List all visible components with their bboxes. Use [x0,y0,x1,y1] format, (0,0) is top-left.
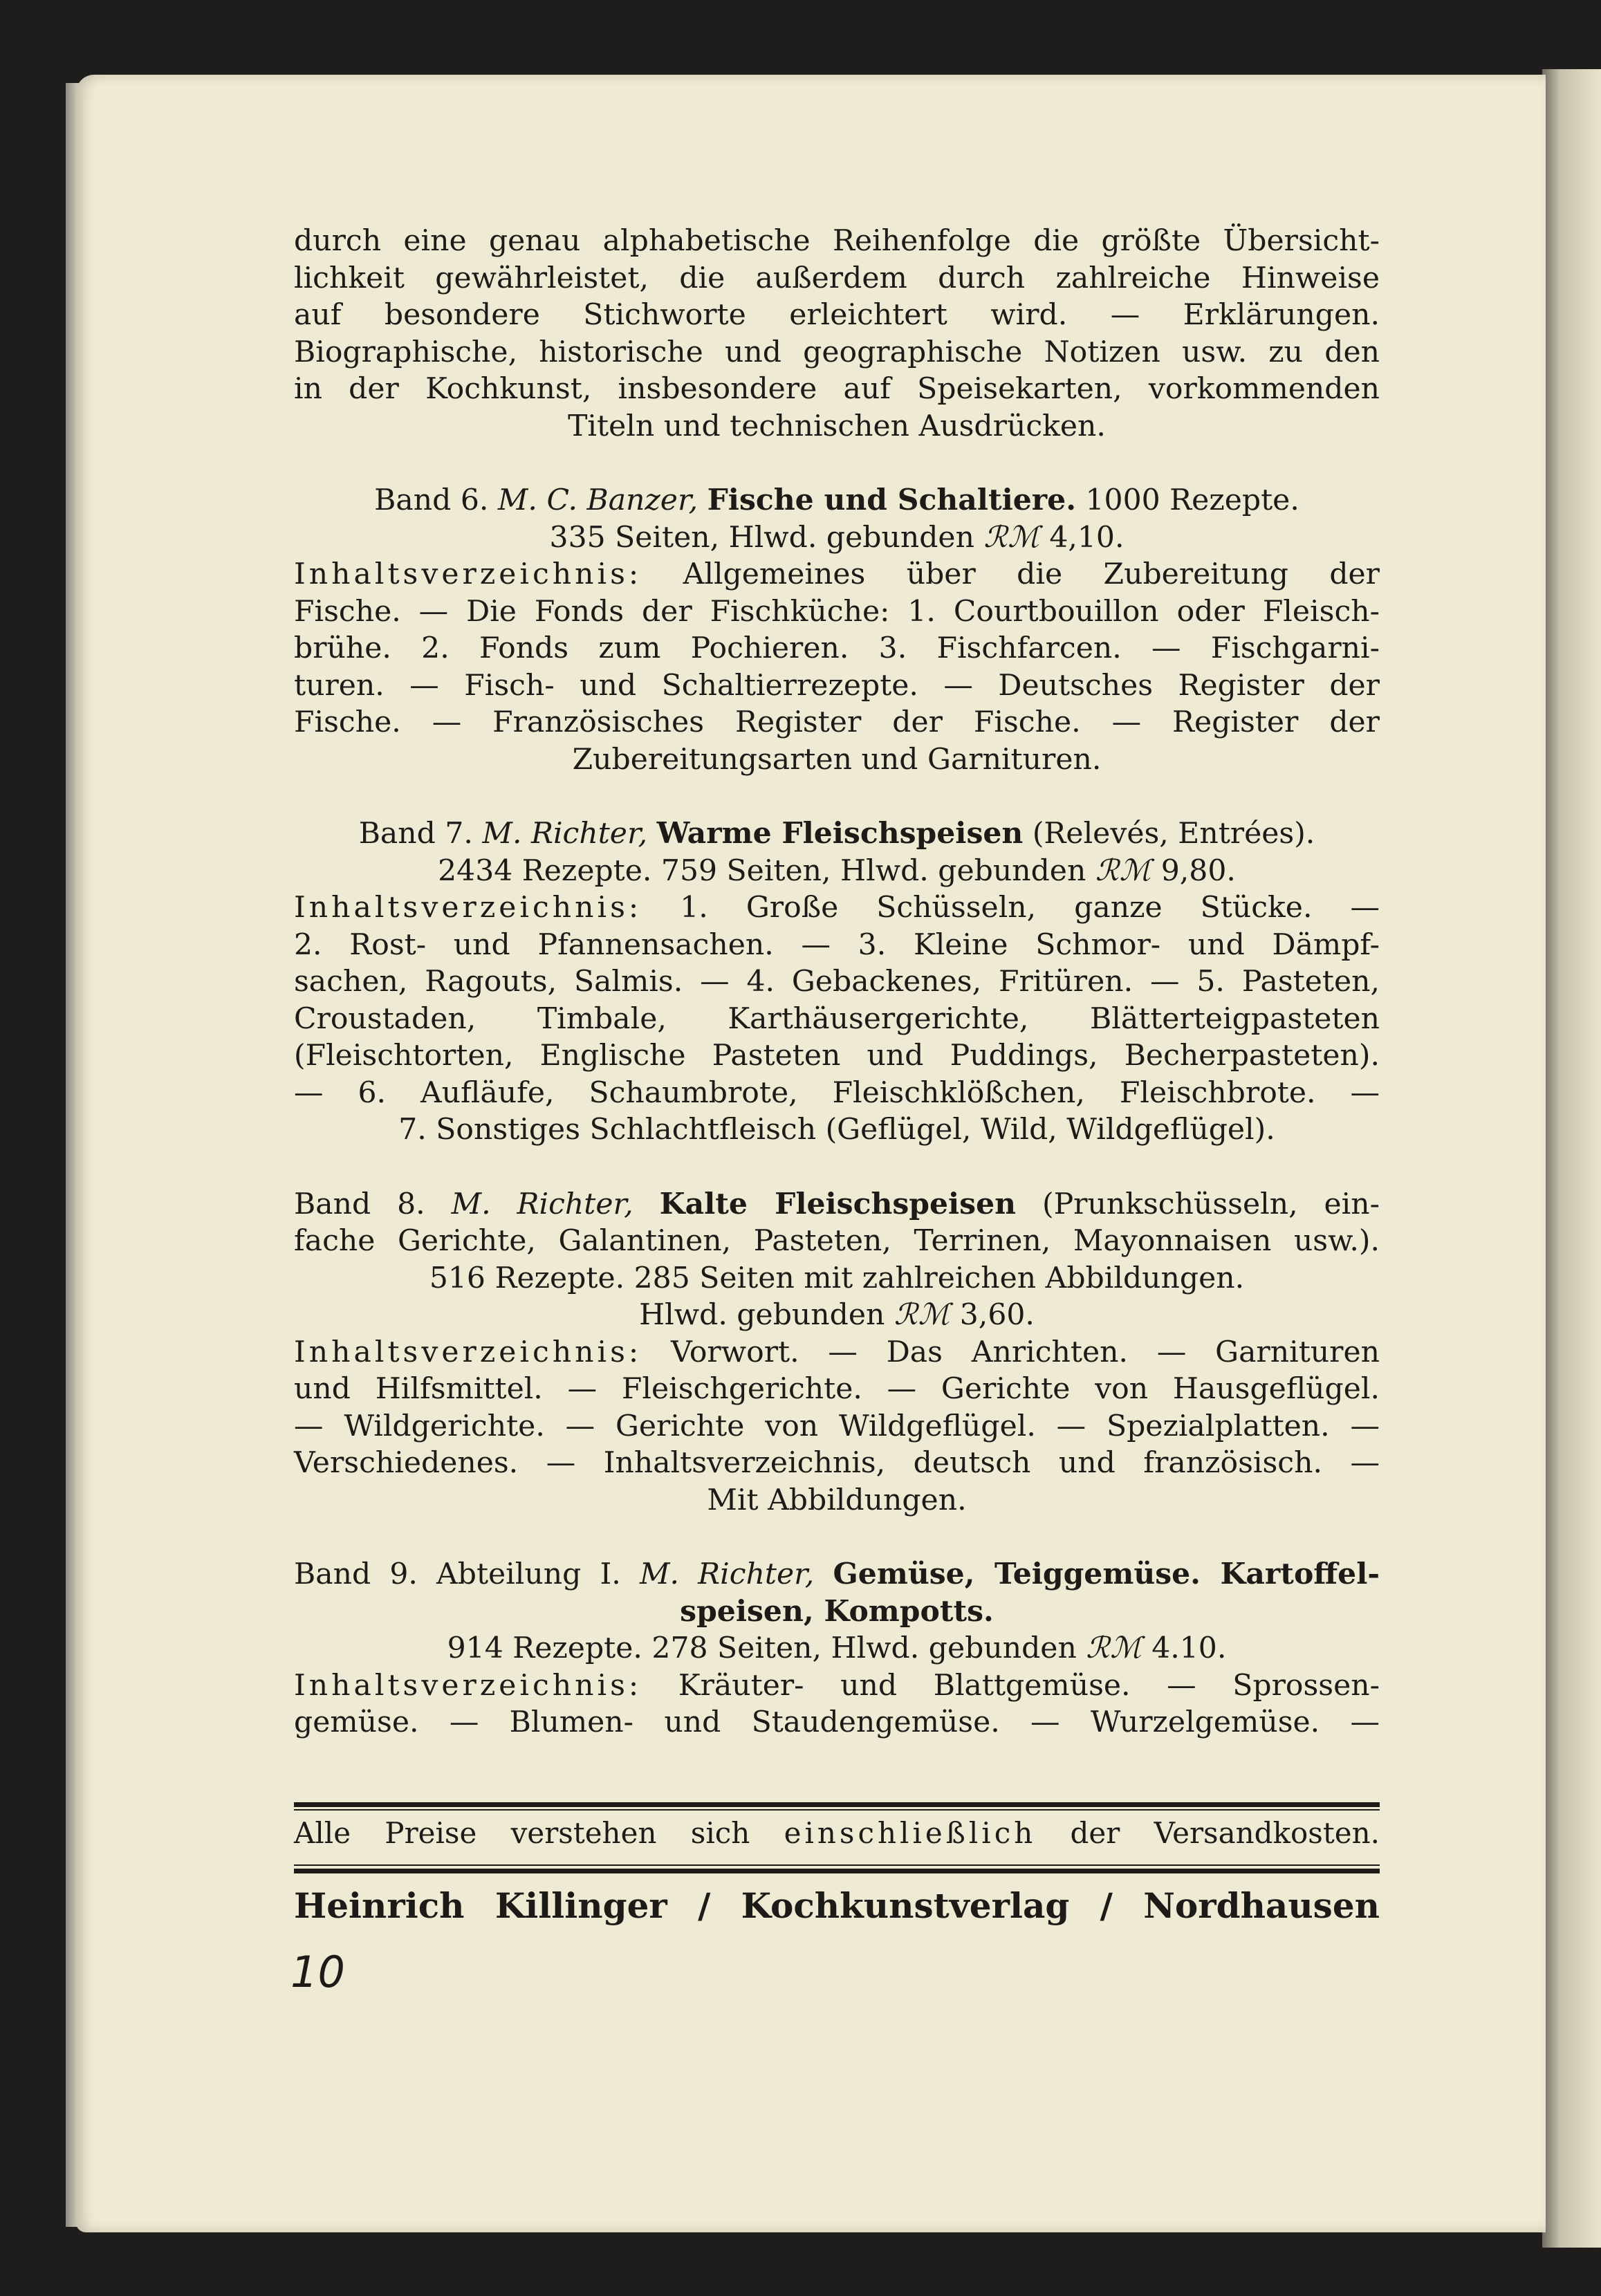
page-number: 10 [290,1947,345,1997]
footer-rule-bottom [294,1869,1380,1873]
next-page-edge [1542,69,1601,2248]
band8-line3: 516 Rezepte. 285 Seiten mit zahlreichen Abbildungen. [429,1261,1245,1295]
band8-toc-line: und Hilfsmittel. — Fleischgerichte. — Gerichte von Hausgeflügel. [294,1372,1380,1406]
band8-price: 3,60. [959,1298,1035,1332]
band8-toc-first: Inhaltsverzeichnis: Vorwort. — Das Anrichten. — Garnituren [294,1335,1380,1369]
toc-label: Inhaltsverzeichnis: [294,557,642,591]
band6-author: M. C. Banzer, [497,483,698,517]
band6-toc-line: Fische. — Die Fonds der Fischküche: 1. Courtbouillon oder Fleisch- [294,594,1380,629]
intro-line: Biographische, historische und geographische Notizen usw. zu den [294,335,1380,369]
toc-label: Inhaltsverzeichnis: [294,1668,642,1703]
band8-prefix: Band 8. [294,1187,425,1221]
publisher-line: Heinrich Killinger / Kochkunstverlag / Nordhausen [294,1885,1380,1926]
band7-toc-line: Croustaden, Timbale, Karthäusergerichte, Blätterteigpasteten [294,1001,1380,1036]
reichsmark-symbol: ℛℳ [983,520,1040,555]
band6-heading [294,482,1380,519]
band8-title: Kalte Fleischspeisen [659,1186,1017,1221]
band8-toc-line: Verschiedenes. — Inhaltsverzeichnis, deutsch und französisch. — [294,1446,1380,1480]
band9-author: M. Richter, [639,1557,815,1591]
footer-rule-top [294,1802,1380,1807]
band8-toc-line: — Wildgerichte. — Gerichte von Wildgeflügel. — Spezialplatten. — [294,1409,1380,1443]
intro-line: in der Kochkunst, insbesondere auf Speisekarten, vorkommenden [294,372,1380,406]
reichsmark-symbol: ℛℳ [1086,1631,1142,1665]
band9-price: 4.10. [1151,1631,1227,1665]
band7-price: 9,80. [1160,853,1236,888]
band7-toc-line: 2. Rost- und Pfannensachen. — 3. Kleine Schmor- und Dämpf- [294,927,1380,962]
band9-toc-first: Inhaltsverzeichnis: Kräuter- und Blattgemüse. — Sprossen- [294,1668,1380,1703]
band6-prefix: Band 6. [374,483,489,517]
price-note: Alle Preise verstehen sich einschließlich der Versandkosten. [294,1816,1380,1850]
band9-price-line [294,1630,1380,1667]
intro-line: lichkeit gewährleistet, die außerdem durch zahlreiche Hinweise [294,261,1380,295]
band7-heading [294,815,1380,853]
band7-toc-line: sachen, Ragouts, Salmis. — 4. Gebackenes, Fritüren. — 5. Pasteten, [294,965,1380,999]
band8-price-line [294,1297,1380,1334]
catalog-text [294,223,1380,1741]
band9-title: Gemüse, Teiggemüse. Kartoffel- [833,1557,1380,1591]
footer-rule-top-thin [294,1809,1380,1811]
band7-toc-line: — 6. Aufläufe, Schaumbrote, Fleischklößchen, Fleischbrote. — [294,1075,1380,1110]
footer-rule-bottom-thin [294,1864,1380,1866]
band9-heading [294,1556,1380,1593]
band6-toc-line: turen. — Fisch- und Schaltierrezepte. — Deutsches Register der [294,668,1380,703]
band8-heading [294,1186,1380,1223]
band6-title: Fische und Schaltiere. [707,483,1076,517]
band7-price-line [294,853,1380,890]
band6-toc-first: Inhaltsverzeichnis: Allgemeines über die Zubereitung der [294,557,1380,591]
intro-last-line: Titeln und technischen Ausdrücken. [568,409,1106,443]
band8-subtitle: (Prunkschüsseln, ein- [1042,1187,1380,1221]
band6-toc-line: Fische. — Französisches Register der Fische. — Register der [294,705,1380,739]
band6-price: 4,10. [1049,520,1125,555]
band9-title-line2: speisen, Kompotts. [680,1593,994,1629]
toc-label: Inhaltsverzeichnis: [294,891,642,925]
reichsmark-symbol: ℛℳ [894,1298,951,1332]
band7-toc-last: 7. Sonstiges Schlachtfleisch (Geflügel, Wild, Wildgeflügel). [398,1113,1275,1147]
band6-toc-last: Zubereitungsarten und Garnituren. [572,742,1102,777]
band7-author: M. Richter, [482,817,648,851]
band9-prefix: Band 9. Abteilung I. [294,1557,621,1591]
band7-subtitle: (Relevés, Entrées). [1032,817,1315,851]
band7-toc-first: Inhaltsverzeichnis: 1. Große Schüsseln, ganze Stücke. — [294,891,1380,925]
intro-line: auf besondere Stichworte erleichtert wird. — Erklärungen. [294,298,1380,332]
band8-toc-last: Mit Abbildungen. [707,1483,967,1517]
band6-price-line [294,519,1380,557]
band7-recipes-pages: 2434 Rezepte. 759 Seiten, Hlwd. gebunden [438,853,1086,888]
toc-label: Inhaltsverzeichnis: [294,1335,642,1369]
band6-pages-binding: 335 Seiten, Hlwd. gebunden [549,520,974,555]
band9-recipes-pages: 914 Rezepte. 278 Seiten, Hlwd. gebunden [447,1631,1077,1665]
intro-line: durch eine genau alphabetische Reihenfolge die größte Übersicht- [294,224,1380,258]
reichsmark-symbol: ℛℳ [1095,853,1152,888]
band6-recipes: 1000 Rezepte. [1085,483,1299,517]
band7-title: Warme Fleischspeisen [656,816,1024,851]
band9-toc-line: gemüse. — Blumen- und Staudengemüse. — Wurzelgemüse. — [294,1705,1380,1739]
band8-line2: fache Gerichte, Galantinen, Pasteten, Terrinen, Mayonnaisen usw.). [294,1224,1380,1258]
band6-toc-line: brühe. 2. Fonds zum Pochieren. 3. Fischfarcen. — Fischgarni- [294,631,1380,665]
band8-binding: Hlwd. gebunden [639,1298,885,1332]
band8-author: M. Richter, [451,1187,633,1221]
band7-toc-line: (Fleischtorten, Englische Pasteten und Puddings, Becherpasteten). [294,1039,1380,1073]
band7-prefix: Band 7. [358,817,473,851]
